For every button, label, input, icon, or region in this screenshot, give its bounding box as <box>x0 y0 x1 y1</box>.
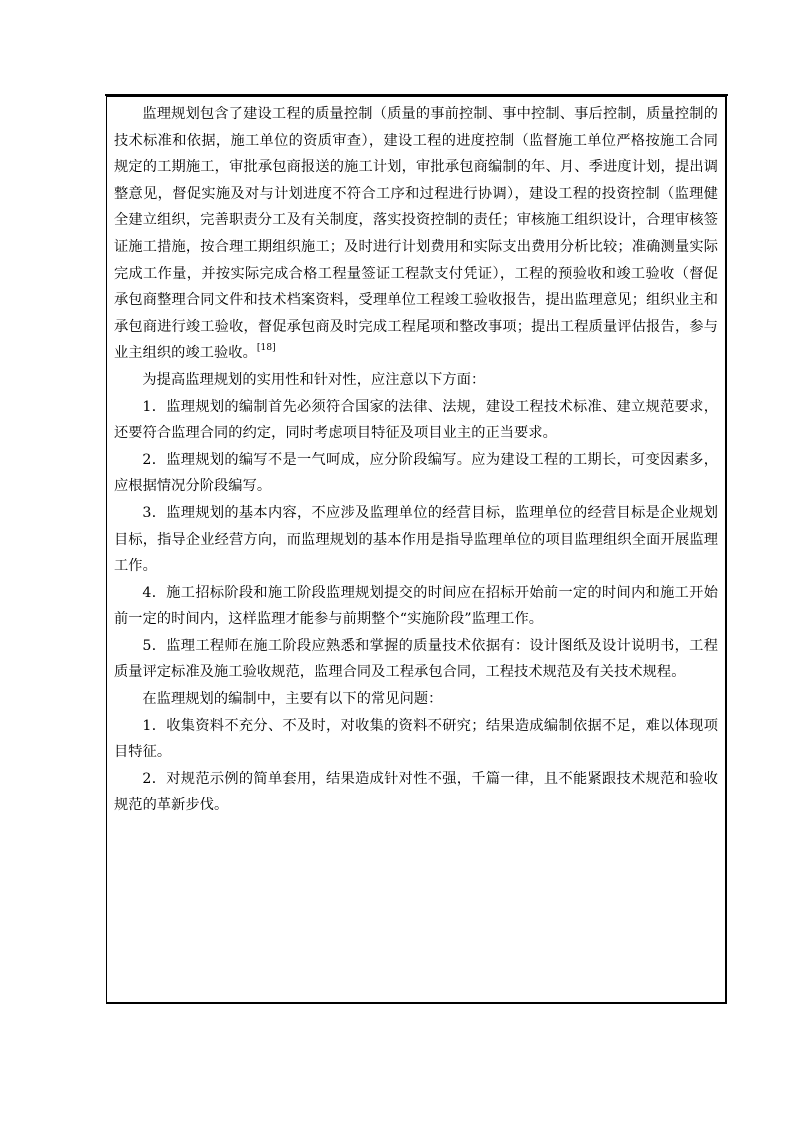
document-frame <box>106 96 727 1004</box>
list-item-5: 5．监理工程师在施工阶段应熟悉和掌握的质量技术依据有：设计图纸及设计说明书，工程质量评定标准及施工验收规范，监理合同及工程承包合同，工程技术规范及有关技术规程。 <box>114 637 718 681</box>
list-item-2: 2．监理规划的编写不是一气呵成，应分阶段编写。应为建设工程的工期长，可变因素多，应根据情况分阶段编写。 <box>114 451 718 495</box>
citation-reference: [18] <box>256 342 276 353</box>
list-item-3: 3．监理规划的基本内容，不应涉及监理单位的经营目标，监理单位的经营目标是企业规划目标，指导企业经营方向，而监理规划的基本作用是指导监理单位的项目监理组织全面开展监理工作。 <box>114 504 718 575</box>
document-body <box>114 101 718 819</box>
paragraph-problems-intro: 在监理规划的编制中，主要有以下的常见问题： <box>142 691 443 708</box>
paragraph-scope-text: 监理规划包含了建设工程的质量控制（质量的事前控制、事中控制、事后控制，质量控制的技术标准和依据，施工单位的资质审查），建设工程的进度控制（监督施工单位严格按施工合同规定的工期施工，审批承包商报送的施工计划，审批承包商编制的年、月、季进度计划，提出调整意见，督促实施及对与计划进度不符合工序和过程进行协调），建设工程的投资控制（监理健全建立组织，完善职责分工及有关制度，落实投资控制的责任；审核施工组织设计，合理审核签证施工措施，按合理工期组织施工；及时进行计划费用和实际支出费用分析比较；准确测量实际完成工作量，并按实际完成合格工程量签证工程款支付凭证），工程的预验收和竣工验收（督促承包商整理合同文件和技术档案资料，受理单位工程竣工验收报告，提出监理意见；组织业主和承包商进行竣工验收，督促承包商及时完成工程尾项和整改事项；提出工程质量评估报告，参与业主组织的竣工验收。 <box>114 106 718 362</box>
paragraph-scope <box>114 101 718 367</box>
list-item-4: 4．施工招标阶段和施工阶段监理规划提交的时间应在招标开始前一定的时间内和施工开始前一定的时间内，这样监理才能参与前期整个“实施阶段”监理工作。 <box>114 584 718 628</box>
list-item-1: 1．监理规划的编制首先必须符合国家的法律、法规，建设工程技术标准、建立规范要求，还要符合监理合同的约定，同时考虑项目特征及项目业主的正当要求。 <box>114 398 718 442</box>
problem-item-1: 1．收集资料不充分、不及时，对收集的资料不研究；结果造成编制依据不足，难以体现项目特征。 <box>114 717 718 761</box>
paragraph-attention-intro: 为提高监理规划的实用性和针对性，应注意以下方面： <box>142 371 486 388</box>
problem-item-2: 2．对规范示例的简单套用，结果造成针对性不强，千篇一律，且不能紧跟技术规范和验收规范的革新步伐。 <box>114 770 718 814</box>
